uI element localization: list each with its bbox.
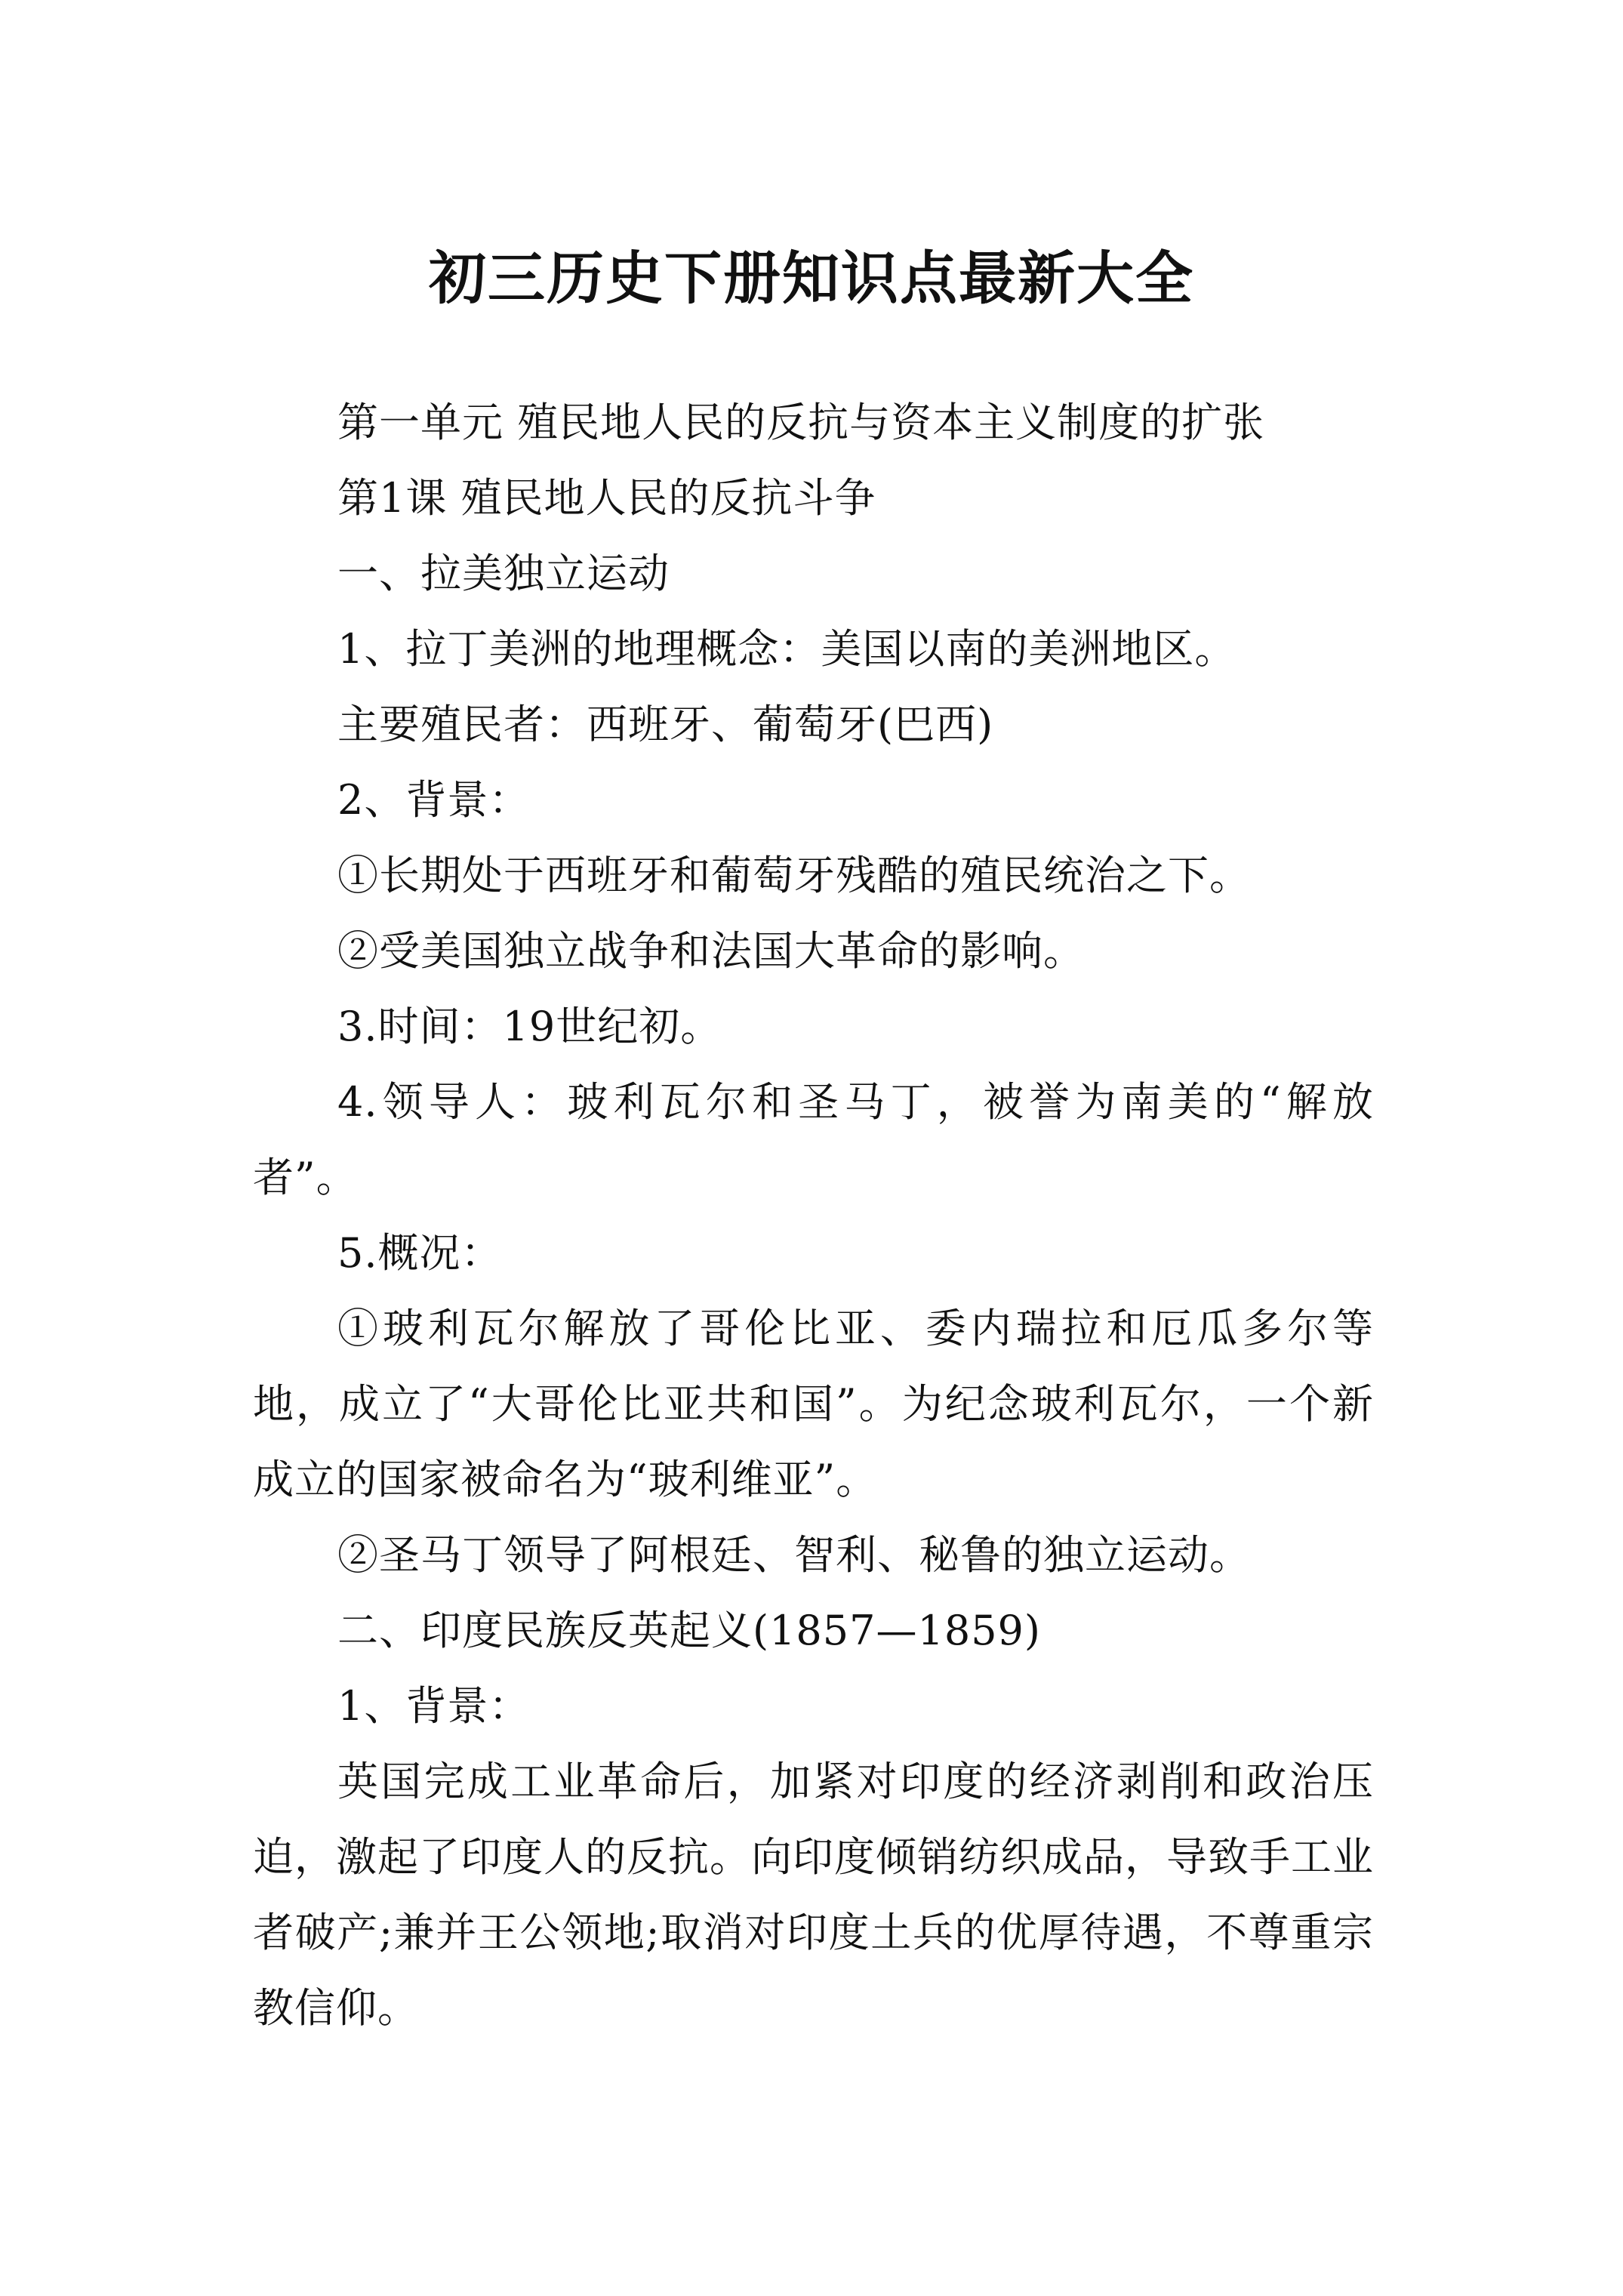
page-title: 初三历史下册知识点最新大全 [429, 244, 1194, 312]
paragraph: ①玻利瓦尔解放了哥伦比亚、委内瑞拉和厄瓜多尔等地，成立了“大哥伦比亚共和国”。为纪念玻利瓦尔，一个新成立的国家被命名为“玻利维亚”。 [253, 1305, 1374, 1503]
paragraph-section-heading: 二、印度民族反英起义(1857—1859) [337, 1607, 1041, 1654]
paragraph-lesson-heading: 第1课 殖民地人民的反抗斗争 [337, 474, 876, 522]
paragraph: 4.领导人：玻利瓦尔和圣马丁，被誉为南美的“解放者”。 [253, 1078, 1374, 1201]
paragraph: 5.概况： [337, 1229, 503, 1277]
paragraph: 1、背景： [337, 1682, 531, 1730]
document-body [253, 385, 1374, 2046]
paragraph: 1、拉丁美洲的地理概念：美国以南的美洲地区。 [337, 625, 1236, 673]
paragraph-section-heading: 一、拉美独立运动 [337, 550, 670, 597]
paragraph: ②受美国独立战争和法国大革命的影响。 [337, 927, 1085, 975]
paragraph: 2、背景： [337, 776, 531, 824]
paragraph: 英国完成工业革命后，加紧对印度的经济剥削和政治压迫，激起了印度人的反抗。向印度倾销纺织成品，导致手工业者破产;兼并王公领地;取消对印度土兵的优厚待遇，不尊重宗教信仰。 [253, 1758, 1374, 2032]
paragraph: ②圣马丁领导了阿根廷、智利、秘鲁的独立运动。 [337, 1531, 1251, 1579]
paragraph: ①长期处于西班牙和葡萄牙残酷的殖民统治之下。 [337, 852, 1251, 899]
paragraph: 3.时间：19世纪初。 [337, 1003, 722, 1050]
paragraph-unit-heading: 第一单元 殖民地人民的反抗与资本主义制度的扩张 [337, 399, 1265, 446]
paragraph: 主要殖民者：西班牙、葡萄牙(巴西) [337, 701, 994, 748]
